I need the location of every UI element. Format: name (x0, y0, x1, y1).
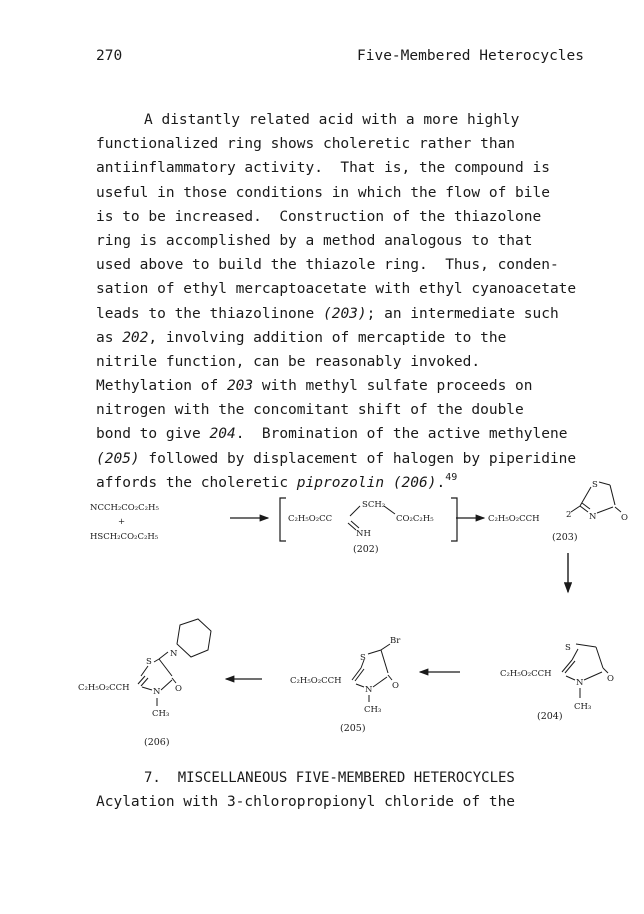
ester-group-205: C₂H₅O₂CCH (290, 676, 342, 686)
carbonyl-bond (603, 668, 608, 673)
ring-nitrogen: N (153, 687, 161, 697)
text-line: as 202, involving addition of mercaptide to the (96, 329, 507, 346)
bond (384, 506, 395, 514)
text-line: Acylation with 3-chloropropionyl chloride of the (96, 794, 516, 810)
ester-group-206: C₂H₅O₂CCH (78, 683, 130, 693)
subscript-two: 2 (566, 510, 572, 520)
compound-label-203: (203) (552, 532, 578, 543)
text-line: sation of ethyl mercaptoacetate with ethyl cyanoacetate (96, 281, 577, 298)
reactant-ethyl-cyanoacetate: NCCH₂CO₂C₂H₅ (90, 503, 159, 513)
ring-bond (610, 485, 615, 505)
carbonyl-oxygen: O (621, 513, 628, 523)
compound-label-205: (205) (340, 723, 366, 734)
ring-bond (597, 507, 613, 513)
plus-sign: + (118, 517, 126, 527)
ring-bond (572, 649, 578, 660)
carbonyl-oxygen: O (392, 681, 399, 691)
text-line: Methylation of 203 with methyl sulfate proceeds on (96, 378, 533, 395)
ring-sulfur: S (146, 657, 152, 667)
ring-bond (154, 659, 159, 662)
text-line: used above to build the thiazole ring. Thus, conden- (96, 257, 559, 274)
ring-bond (368, 650, 381, 654)
intermediate-sch2: SCH₂ (362, 500, 386, 510)
n-methyl: CH₃ (574, 702, 592, 712)
text-line: A distantly related acid with a more highly (144, 112, 520, 128)
text-line: (205) followed by displacement of halogen by piperidine (96, 450, 577, 467)
ring-sulfur: S (592, 480, 598, 490)
ring-bond (373, 677, 387, 687)
bond (381, 644, 390, 650)
ring-bond (576, 644, 596, 647)
compound-ref: piprozolin (206) (296, 474, 437, 491)
ester-group-204: C₂H₅O₂CCH (500, 669, 552, 679)
ring-bond (599, 482, 610, 485)
carbonyl-oxygen: O (175, 684, 182, 694)
ring-bond (141, 666, 148, 676)
compound-label-204: (204) (537, 711, 563, 722)
ring-bond (580, 487, 591, 506)
ring-nitrogen: N (589, 512, 597, 522)
text-line: bond to give 204. Bromination of the active methylene (96, 426, 568, 443)
text-line: functionalized ring shows choleretic rather than (96, 136, 516, 153)
ring-nitrogen: N (576, 678, 584, 688)
footnote-ref: 49 (445, 471, 458, 483)
ring-bond (356, 684, 364, 687)
n-methyl: CH₃ (364, 705, 382, 715)
text-line: nitrogen with the concomitant shift of the double (96, 402, 524, 419)
ring-nitrogen: N (365, 685, 373, 695)
ring-bond (381, 650, 388, 673)
ring-sulfur: S (565, 643, 571, 653)
bromine-atom: Br (390, 636, 401, 646)
carbonyl-bond (172, 678, 176, 683)
text-line: ring is accomplished by a method analogous to that (96, 232, 533, 249)
right-bracket (451, 498, 457, 541)
carbonyl-oxygen: O (607, 674, 614, 684)
running-title: Five-Membered Heterocycles (357, 48, 584, 64)
ring-bond (159, 659, 172, 676)
compound-ref: (203) (322, 305, 367, 322)
intermediate-ester-left: C₂H₅O₂CC (288, 514, 333, 524)
ring-bond (142, 687, 152, 690)
text-line: antiinflammatory activity. That is, the compound is (96, 160, 550, 177)
ester-group-203: C₂H₅O₂CCH (488, 514, 540, 524)
text-line: useful in those conditions in which the flow of bile (96, 184, 550, 201)
compound-ref: (205) (96, 450, 140, 467)
compound-ref: 203 (226, 378, 254, 395)
bond (159, 652, 168, 659)
bond (350, 506, 360, 516)
text-line: is to be increased. Construction of the thiazolone (96, 208, 542, 225)
left-bracket (280, 498, 286, 541)
intermediate-ester-right: CO₂C₂H₅ (396, 514, 434, 524)
n-methyl: CH₃ (152, 709, 170, 719)
carbonyl-bond (615, 507, 621, 512)
ring-bond (596, 647, 603, 668)
text-line: affords the choleretic piprozolin (206).$^{49}$ (96, 471, 458, 491)
compound-ref: 204 (209, 426, 236, 443)
compound-ref: 202 (122, 329, 149, 346)
ring-bond (566, 676, 575, 680)
carbonyl-bond (388, 675, 392, 680)
section-heading: 7. MISCELLANEOUS FIVE-MEMBERED HETEROCYCLES (144, 770, 515, 786)
compound-label-206: (206) (144, 737, 170, 748)
ring-sulfur: S (360, 653, 366, 663)
text-line: leads to the thiazolinone (203); an intermediate such (96, 305, 559, 322)
intermediate-nh: NH (356, 529, 371, 539)
bond (571, 506, 580, 512)
page-number: 270 (96, 48, 123, 64)
compound-label-202: (202) (353, 544, 379, 555)
text-line: nitrile function, can be reasonably invoked. (96, 353, 481, 370)
reactant-ethyl-mercaptoacetate: HSCH₂CO₂C₂H₅ (90, 532, 159, 542)
ring-bond (161, 680, 172, 690)
ring-bond (584, 672, 602, 680)
piperidine-nitrogen: N (170, 649, 178, 659)
piperidine-ring (177, 619, 211, 657)
